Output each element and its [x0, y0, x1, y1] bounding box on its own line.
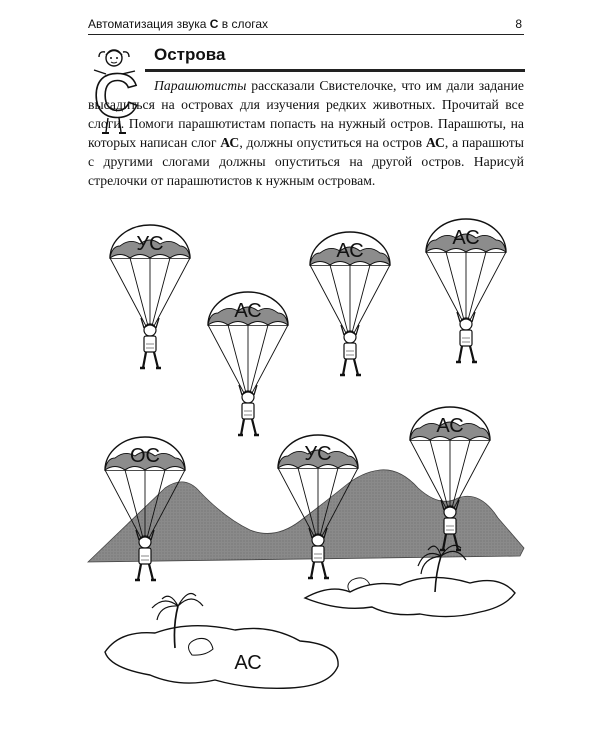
island-ac-label: АС: [234, 652, 262, 674]
parachute: [110, 225, 190, 368]
parachute-syllable: УС: [136, 233, 164, 255]
parachute-syllable: УС: [304, 443, 332, 465]
parachute-syllable: АС: [436, 415, 464, 437]
island-ac: [105, 594, 338, 689]
exercise-title: Острова: [154, 45, 226, 64]
parachute: [310, 232, 390, 375]
parachute-syllable: АС: [234, 300, 262, 322]
page-number: 8: [515, 17, 522, 31]
parachute-syllable: АС: [452, 227, 480, 249]
parachute: [426, 219, 506, 362]
exercise-instructions: Парашютисты рассказали Свистелочке, что им дали задание высадиться на островах для изучения редких животных. Прочитай все слоги. Помоги парашютистам попасть на нужный остров. Парашюты, на которых написан слог АС, должны опуститься на остров АС, а парашюты с другими слогами должны опуститься на другой остров. Нарисуй стрелочки от парашютистов к нужным островам.: [88, 78, 524, 188]
parachute: [208, 292, 288, 435]
svg-text:С: С: [93, 62, 139, 131]
parachute-syllable: ОС: [130, 445, 160, 467]
parachute-syllable: АС: [336, 240, 364, 262]
running-title: Автоматизация звука С в слогах: [88, 17, 269, 31]
